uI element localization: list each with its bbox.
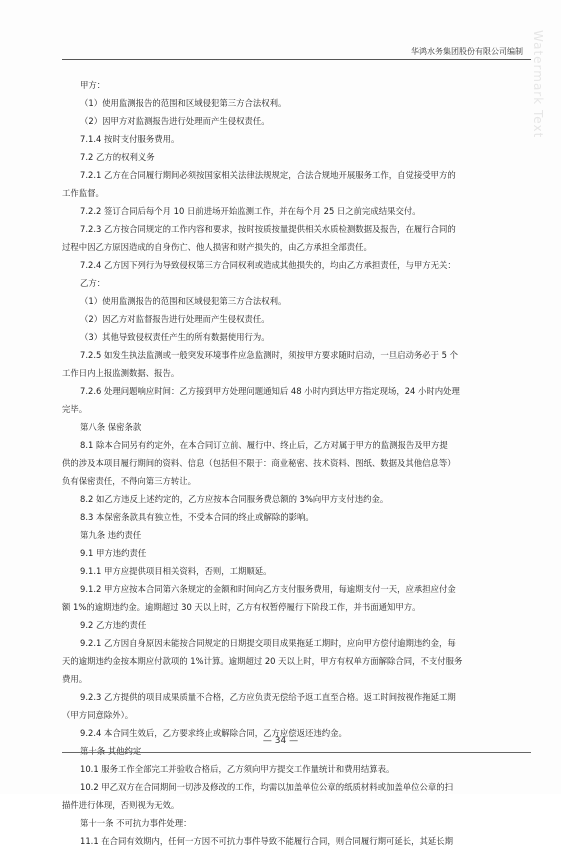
text-line: 9.2.3 乙方提供的项目成果质量不合格，乙方应负责无偿给予返工直至合格。返工时间按视作拖延工期 <box>80 692 456 702</box>
header-company: 华鸿水务集团股份有限公司编制 <box>411 47 523 56</box>
text-line: 供的涉及本项目履行期间的资料、信息（包括但不限于：商业秘密、技术资料、图纸、数据及其他信息等） <box>62 458 456 468</box>
footer-rule <box>62 752 531 753</box>
text-line: 负有保密责任，不得向第三方转让。 <box>62 476 196 486</box>
text-line: 过程中因乙方原因造成的自身伤亡、他人损害和财产损失的，由乙方承担全部责任。 <box>62 242 372 252</box>
text-line: 8.2 如乙方违反上述约定的，乙方应按本合同服务费总额的 3%向甲方支付违约金。 <box>80 494 389 504</box>
text-line: 乙方： <box>80 278 106 288</box>
text-line: 第九条 违约责任 <box>80 530 142 540</box>
text-line: 8.3 本保密条款具有独立性，不受本合同的终止或解除的影响。 <box>80 512 314 522</box>
text-line: 7.2.1 乙方在合同履行期间必须按国家相关法律法规规定，合法合规地开展服务工作，自觉接受甲方的 <box>80 170 456 180</box>
text-line: 9.1 甲方违约责任 <box>80 548 147 558</box>
text-line: 额 1%的逾期违约金。逾期超过 30 天以上时，乙方有权暂停履行下阶段工作，并书面通知甲方。 <box>62 602 421 612</box>
text-line: 10.1 服务工作全部完工并验收合格后，乙方须向甲方提交工作量统计和费用结算表。 <box>80 764 395 774</box>
text-line: 9.2.4 本合同生效后，乙方要求终止或解除合同，乙方应偿返还违约金。 <box>80 728 347 738</box>
page-number: — 34 — <box>262 736 299 746</box>
text-line: 费用。 <box>62 674 88 684</box>
text-line: 甲方： <box>80 80 106 90</box>
watermark-text: Watermark Text <box>531 30 545 139</box>
header-rule <box>62 59 531 60</box>
text-line: （3）其他导致侵权责任产生的所有数据使用行为。 <box>80 332 270 342</box>
text-line: 9.1.2 甲方应按本合同第六条规定的金额和时间向乙方支付服务费用，每逾期支付一天，应承担应付金 <box>80 584 456 594</box>
text-line: （甲方同意除外）。 <box>62 710 134 720</box>
text-line: 第八条 保密条款 <box>80 422 142 432</box>
text-line: 7.2 乙方的权利义务 <box>80 152 155 162</box>
text-line: （1）使用监测报告的范围和区域侵犯第三方合法权利。 <box>80 296 287 306</box>
text-line: 7.2.5 如发生执法监测或一般突发环境事件应急监测时，须按甲方要求随时启动，一旦启动务必于 5 个 <box>80 350 458 360</box>
text-line: 工作监督。 <box>62 188 104 198</box>
text-line: （1）使用监测报告的范围和区域侵犯第三方合法权利。 <box>80 98 287 108</box>
text-line: （2）因甲方对监测报告进行处理而产生侵权责任。 <box>80 116 270 126</box>
text-line: 7.2.3 乙方按合同规定的工作内容和要求，按时按质按量提供相关水质检测数据及报告，在履行合同的 <box>80 224 456 234</box>
text-line: 描件进行体现，否则视为无效。 <box>62 800 180 810</box>
text-line: 7.1.4 按时支付服务费用。 <box>80 134 180 144</box>
text-line: 第十条 其他约定 <box>80 746 142 756</box>
text-line: 11.1 在合同有效期内，任何一方因不可抗力事件导致不能履行合同，则合同履行期可延长，其延长期 <box>80 836 454 846</box>
document-body <box>62 76 532 850</box>
text-line: 工作日内上报监测数据、报告。 <box>62 368 180 378</box>
text-line: 9.1.1 甲方应提供项目相关资料，否则，工期顺延。 <box>80 566 272 576</box>
text-line: 7.2.4 乙方因下列行为导致侵权第三方合同权利或造成其他损失的，均由乙方承担责任，与甲方无关： <box>80 260 456 270</box>
text-line: 9.2.1 乙方因自身原因未能按合同规定的日期提交项目成果拖延工期时，应向甲方偿付逾期违约金，每 <box>80 638 456 648</box>
text-line: 7.2.2 签订合同后每个月 10 日前进场开始监测工作，并在每个月 25 日之前完成结果交付。 <box>80 206 421 216</box>
text-line: 9.2 乙方违约责任 <box>80 620 147 630</box>
text-line: （2）因乙方对监督报告进行处理而产生侵权责任。 <box>80 314 270 324</box>
text-line: 天的逾期违约金按本期应付款项的 1%计算。逾期超过 20 天以上时，甲方有权单方面解除合同，不支付服务 <box>62 656 463 666</box>
text-line: 完毕。 <box>62 404 88 414</box>
text-line: 第十一条 不可抗力事件处理： <box>80 818 192 828</box>
text-line: 8.1 除本合同另有约定外，在本合同订立前、履行中、终止后，乙方对属于甲方的监测报告及甲方提 <box>80 440 448 450</box>
text-line: 10.2 甲乙双方在合同期间一切涉及修改的工作，均需以加盖单位公章的纸质材料或加盖单位公章的扫 <box>80 782 454 792</box>
text-line: 7.2.6 处理问题响应时间：乙方接到甲方处理问题通知后 48 小时内到达甲方指定现场，24 小时内处理 <box>80 386 460 396</box>
